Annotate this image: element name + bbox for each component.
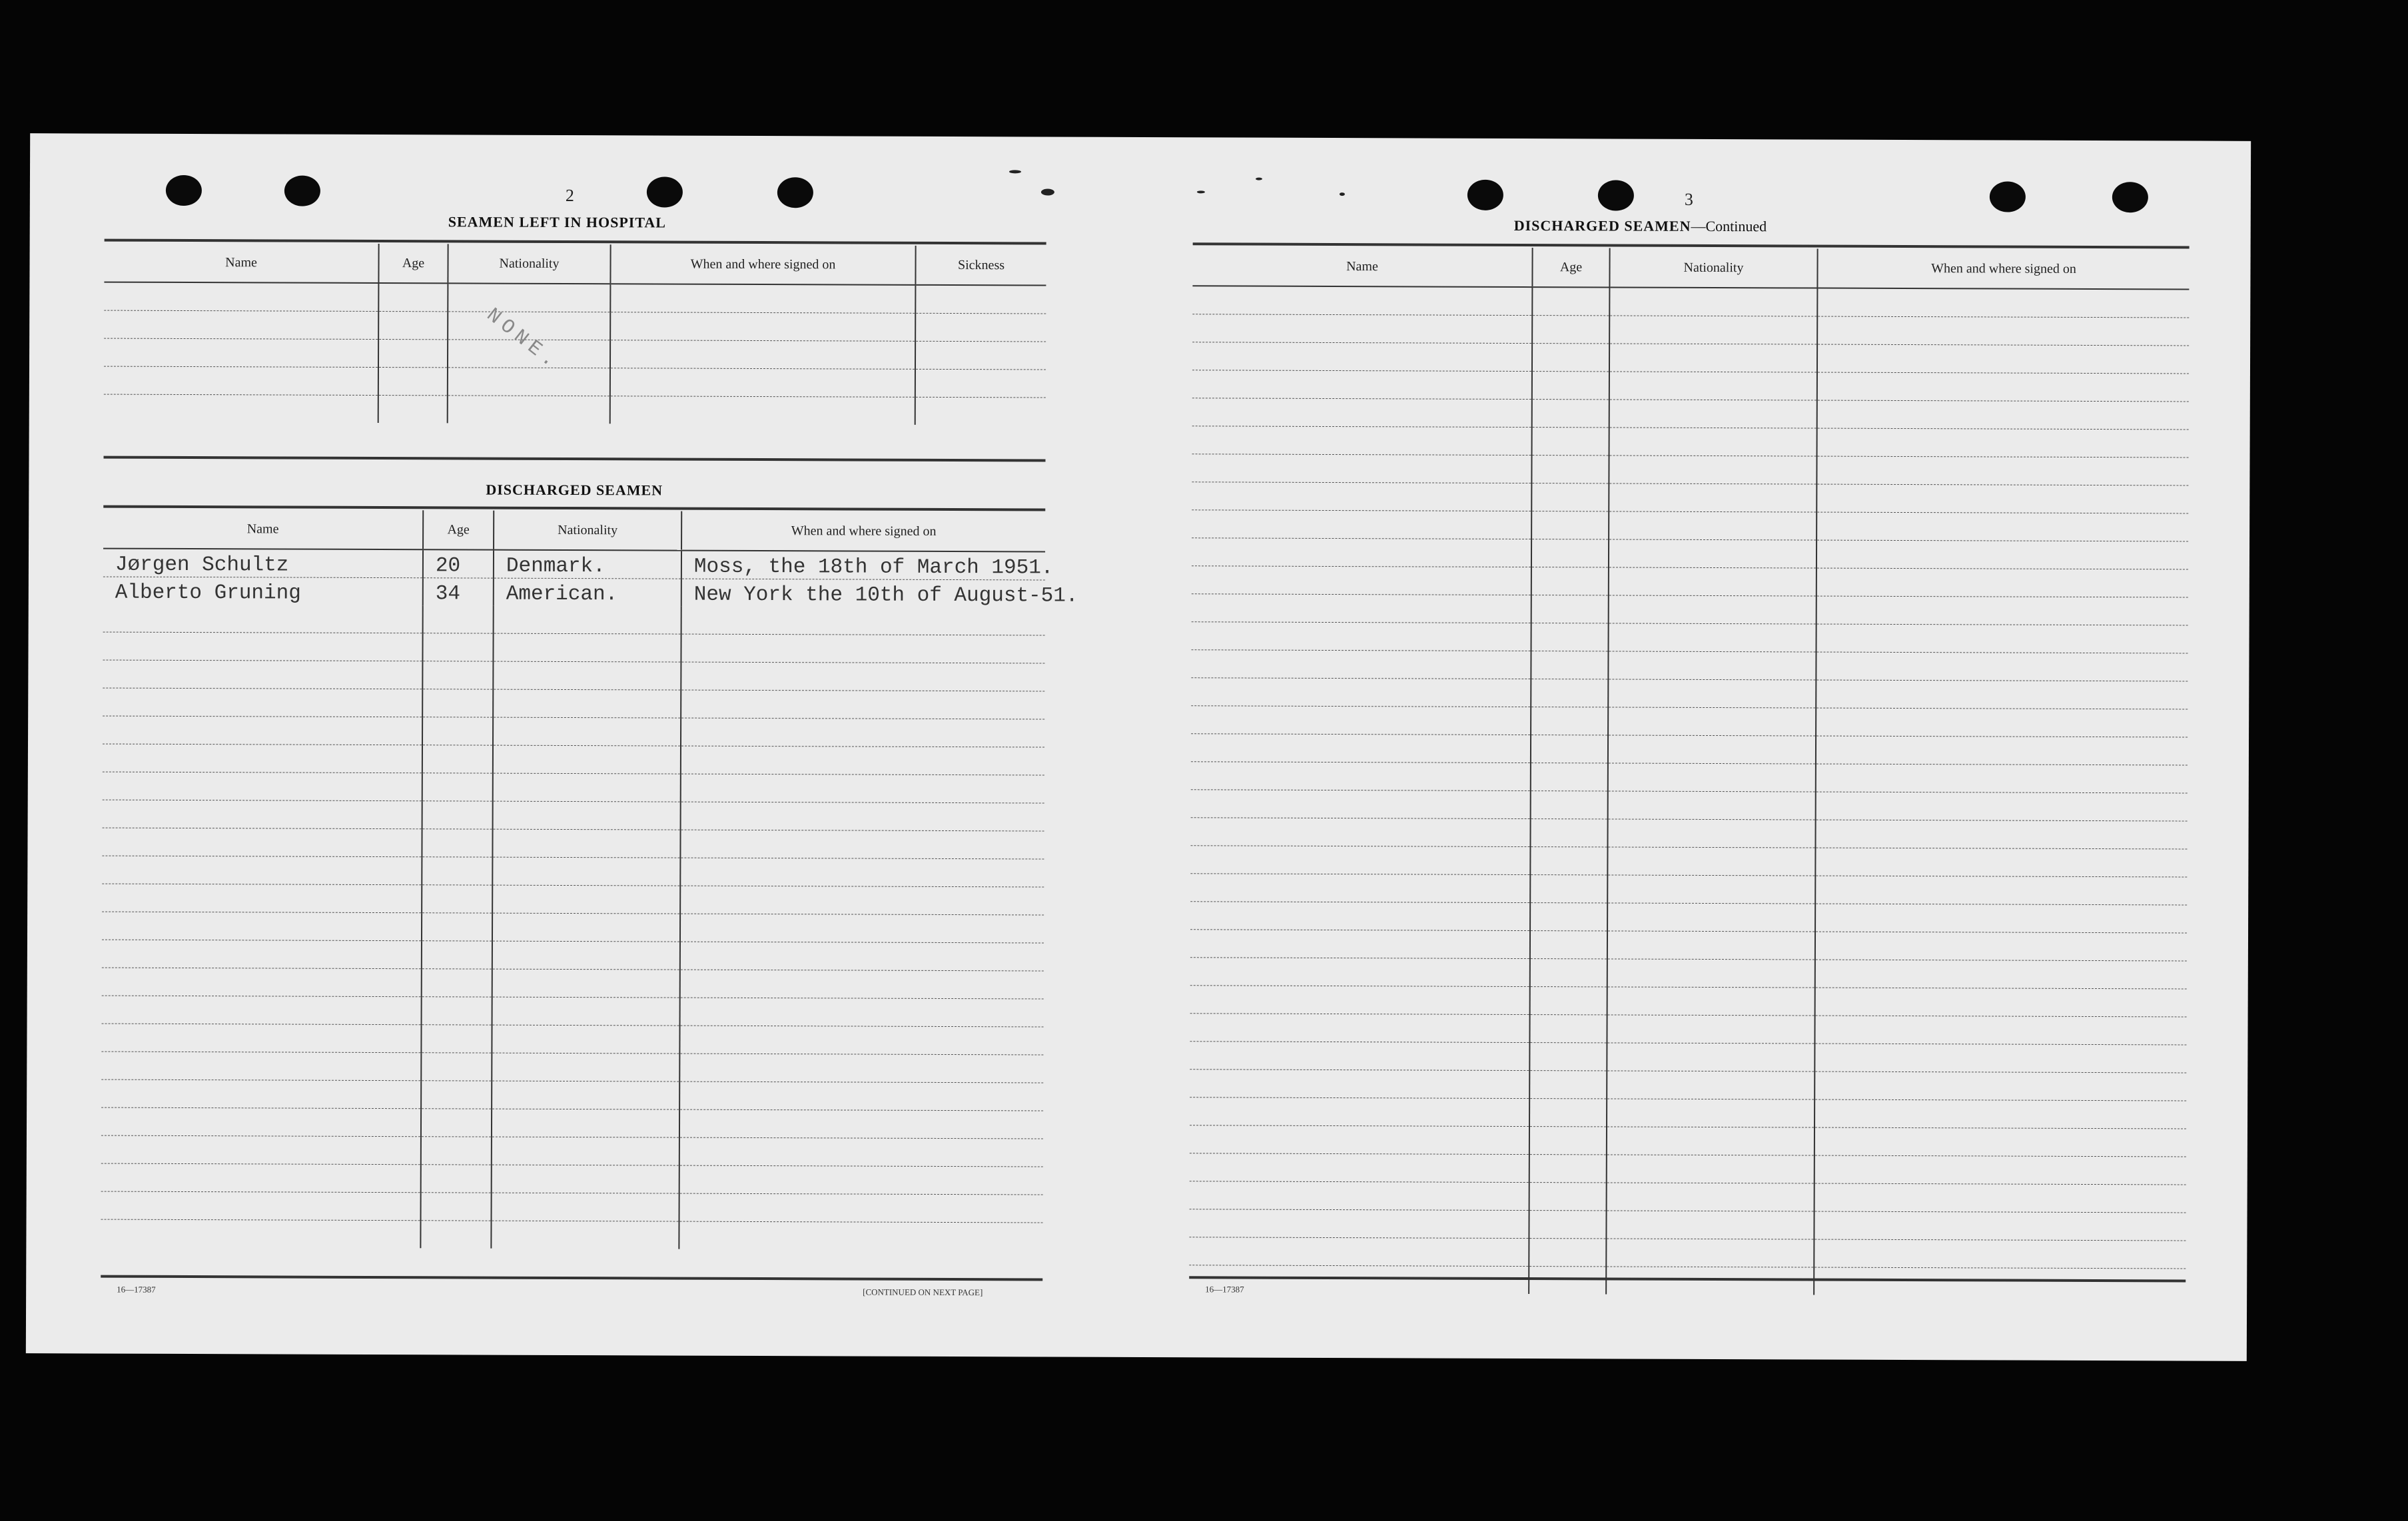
ledger-sheet	[26, 133, 2251, 1361]
table-row	[1190, 958, 2187, 989]
dust-speck	[1256, 178, 1262, 180]
hospital-table	[104, 243, 1046, 426]
table-row	[101, 1135, 1043, 1167]
table-row	[1191, 706, 2188, 737]
table-row	[1192, 286, 2189, 318]
column-header-name: Name	[104, 243, 378, 283]
column-header-signed-on: When and where signed on	[1817, 249, 2189, 290]
table-row	[1191, 734, 2188, 765]
table-row	[1190, 1181, 2186, 1213]
table-row	[1192, 426, 2189, 457]
seaman-nationality: Denmark.	[494, 550, 681, 579]
page-number-right: 3	[1684, 189, 1693, 209]
table-row	[1192, 454, 2188, 485]
table-row	[1192, 594, 2188, 625]
column-header-age: Age	[423, 510, 494, 549]
table-row	[103, 716, 1044, 747]
form-number-left: 16—17387	[117, 1284, 156, 1295]
table-row	[1190, 1097, 2186, 1129]
table-row	[102, 856, 1044, 887]
table-row	[104, 282, 1046, 314]
table-row	[102, 996, 1044, 1027]
table-row	[103, 660, 1044, 691]
table-row	[1190, 818, 2187, 849]
discharged-section-title: DISCHARGED SEAMEN	[486, 481, 663, 499]
table-row	[101, 1107, 1043, 1139]
discharged-continued-title	[1514, 217, 1767, 235]
discharged-header-row	[103, 509, 1045, 552]
table-row	[1192, 482, 2188, 513]
column-header-name: Name	[1192, 246, 1532, 287]
table-row	[104, 366, 1046, 398]
column-header-signed-on: When and where signed on	[681, 511, 1045, 552]
table-row	[1190, 930, 2187, 961]
seaman-signed-on: New York the 10th of August-51.	[681, 579, 1045, 607]
discharged-continued-table	[1189, 246, 2189, 1296]
table-row	[104, 310, 1046, 342]
table-row	[1192, 342, 2189, 374]
punch-hole	[166, 175, 202, 206]
table-row	[103, 744, 1044, 775]
table-row	[1191, 790, 2188, 821]
right-header-row	[1192, 246, 2189, 289]
table-row	[101, 1219, 1042, 1250]
table-row	[1190, 1014, 2186, 1045]
table-row	[104, 394, 1046, 425]
table-row	[102, 884, 1044, 915]
form-number-right: 16—17387	[1205, 1284, 1244, 1295]
continued-suffix: —Continued	[1691, 217, 1767, 235]
table-row	[1192, 398, 2189, 430]
hospital-header-row	[104, 243, 1046, 286]
table-row	[101, 1052, 1043, 1083]
table-row	[101, 1163, 1043, 1195]
punch-hole	[2112, 182, 2148, 212]
seaman-age: 34	[423, 578, 494, 606]
dust-speck	[1041, 188, 1054, 195]
table-row	[1190, 874, 2187, 905]
dust-speck	[1009, 170, 1021, 173]
table-row	[101, 1024, 1043, 1055]
seaman-name: Alberto Gruning	[115, 581, 301, 605]
table-row	[101, 1191, 1043, 1223]
seaman-signed-on: Moss, the 18th of March 1951.	[681, 551, 1045, 580]
table-row	[101, 1079, 1043, 1111]
table-row	[1191, 762, 2188, 793]
continued-note: [CONTINUED ON NEXT PAGE]	[863, 1287, 983, 1298]
column-header-signed-on: When and where signed on	[610, 244, 915, 285]
punch-hole	[777, 177, 813, 208]
dust-speck	[1340, 192, 1345, 196]
table-row	[1192, 510, 2188, 541]
column-header-age: Age	[378, 244, 448, 283]
table-row	[103, 605, 1045, 635]
column-header-nationality: Nationality	[448, 244, 610, 284]
punch-hole	[284, 176, 320, 206]
punch-hole	[647, 176, 683, 207]
seaman-name: Jørgen Schultz	[103, 549, 423, 578]
table-row	[1190, 846, 2187, 877]
table-row	[102, 828, 1044, 859]
seaman-age: 20	[423, 549, 494, 578]
column-header-nationality: Nationality	[1609, 248, 1817, 288]
table-row	[1190, 1125, 2186, 1157]
table-row	[102, 940, 1044, 971]
discharged-bottom-rule	[101, 1275, 1042, 1281]
discharged-continued-title-text: DISCHARGED SEAMEN	[1513, 216, 1691, 234]
column-header-sickness: Sickness	[915, 246, 1046, 286]
table-row	[1189, 1209, 2186, 1241]
seaman-nationality: American.	[494, 578, 681, 606]
table-row	[1192, 314, 2189, 346]
table-row	[1192, 622, 2188, 653]
hospital-section-title: SEAMEN LEFT IN HOSPITAL	[448, 213, 666, 231]
table-row	[1190, 1069, 2186, 1101]
table-row	[102, 968, 1044, 999]
table-row	[1191, 678, 2188, 709]
table-row	[103, 772, 1044, 803]
table-row	[103, 632, 1044, 663]
discharged-table	[101, 509, 1078, 1251]
column-header-nationality: Nationality	[494, 511, 681, 551]
table-row	[1190, 1153, 2186, 1185]
punch-hole	[1598, 180, 1634, 210]
table-row	[103, 688, 1044, 719]
hospital-bottom-rule	[104, 456, 1046, 462]
table-row	[1190, 986, 2187, 1017]
seaman-row	[103, 577, 1045, 607]
table-row	[1189, 1237, 2186, 1269]
table-row	[103, 800, 1044, 831]
table-row	[1192, 370, 2189, 402]
table-row	[1190, 902, 2187, 933]
table-row	[1192, 538, 2188, 569]
punch-hole	[1467, 180, 1503, 210]
table-row	[1192, 566, 2188, 597]
none-stamp: NONE.	[482, 304, 564, 376]
punch-hole	[1990, 181, 2026, 212]
table-row	[104, 338, 1046, 370]
table-row	[1190, 1042, 2186, 1073]
table-row	[1191, 650, 2188, 681]
column-header-age: Age	[1532, 248, 1609, 287]
page-number-left: 2	[565, 185, 574, 206]
column-header-name: Name	[103, 509, 423, 550]
dust-speck	[1197, 190, 1205, 193]
table-row	[102, 912, 1044, 943]
seaman-row	[103, 549, 1045, 580]
